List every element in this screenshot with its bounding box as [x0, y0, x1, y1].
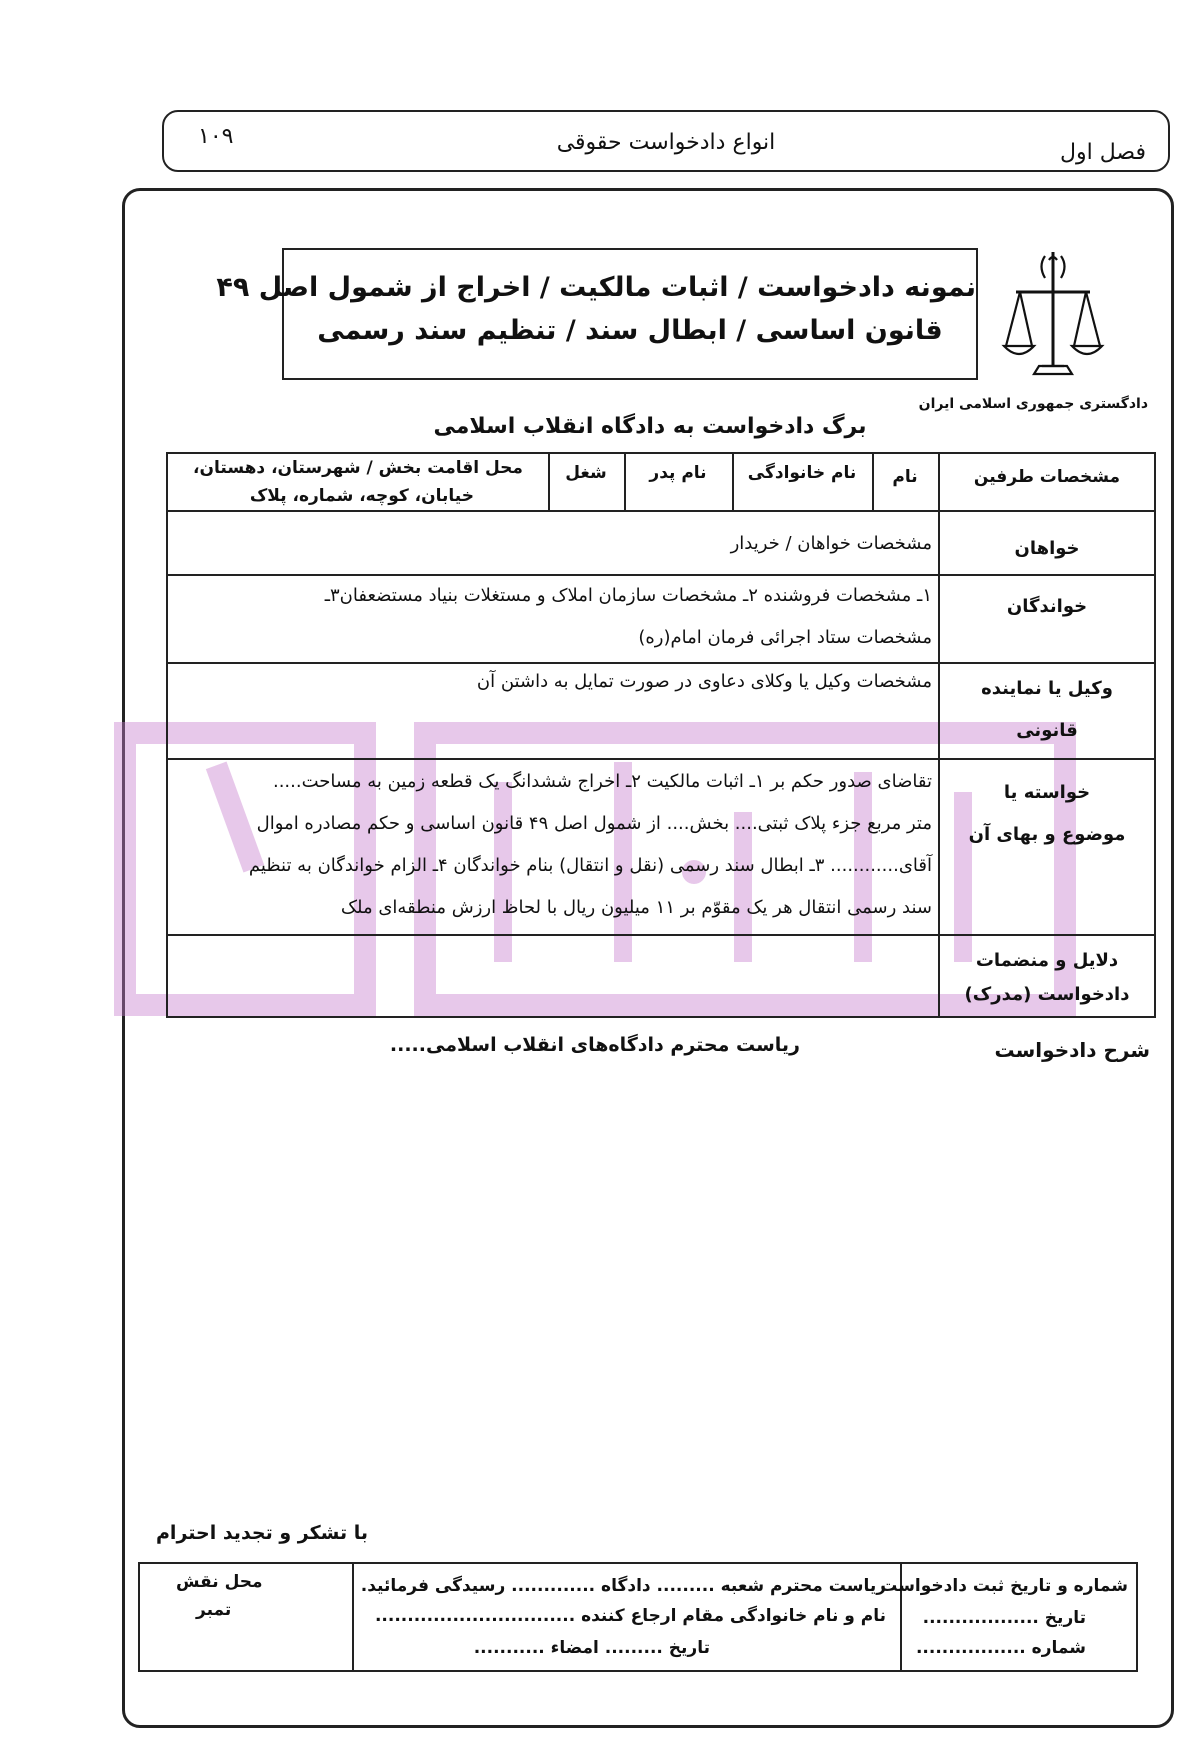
form-heading: برگ دادخواست به دادگاه انقلاب اسلامی — [433, 414, 867, 439]
lawyer-label-line1: وکیل یا نماینده — [981, 678, 1113, 699]
evidence-label-line2: دادخواست (مدرک) — [964, 984, 1130, 1005]
referral-column — [352, 1564, 900, 1670]
registration-title: شماره و تاریخ ثبت دادخواست — [880, 1576, 1128, 1596]
defendants-line2: مشخصات ستاد اجرائی فرمان امام(ره) — [638, 627, 932, 648]
referral-line2: نام و نام خانوادگی مقام ارجاع کننده ............................... — [374, 1606, 886, 1626]
claim-line4: سند رسمی انتقال هر یک مقوّم بر ۱۱ میلیون ریال با لحاظ ارزش منطقه‌ای ملک — [340, 897, 932, 918]
petition-form-table — [166, 452, 1156, 1018]
plaintiff-value: مشخصات خواهان / خریدار — [730, 533, 932, 554]
page-number: ۱۰۹ — [198, 124, 234, 149]
lawyer-value: مشخصات وکیل یا وکلای دعاوی در صورت تمایل به داشتن آن — [476, 671, 932, 692]
registration-number: شماره ................. — [915, 1638, 1086, 1658]
page-header — [162, 110, 1170, 172]
lawyer-label-line2: قانونی — [1016, 720, 1078, 741]
registration-date: تاریخ .................. — [922, 1608, 1086, 1628]
section-title: انواع دادخواست حقوقی — [556, 130, 776, 155]
referral-line3: تاریخ ......... امضاء ........... — [473, 1638, 710, 1658]
col-address — [170, 454, 546, 510]
evidence-label-line1: دلایل و منضمات — [975, 950, 1119, 971]
form-title-line1: نمونه دادخواست / اثبات مالکیت / اخراج از شمول اصل ۴۹ — [216, 272, 976, 303]
form-title-line2: قانون اساسی / ابطال سند / تنظیم سند رسمی — [317, 315, 943, 346]
claim-line3: آقای............ ۳ـ ابطال سند رسمی (نقل و انتقال) بنام خواندگان ۴ـ الزام خواندگان به تنظیم — [248, 855, 932, 876]
claim-label-line1: خواسته یا — [1003, 782, 1091, 803]
scales-of-justice-emblem-icon — [998, 248, 1108, 396]
form-title-box — [216, 248, 978, 380]
emblem-caption: دادگستری جمهوری اسلامی ایران — [918, 396, 1148, 412]
statement-text: ریاست محترم دادگاه‌های انقلاب اسلامی..... — [389, 1034, 800, 1056]
defendants-label: خواندگان — [1006, 596, 1088, 617]
col-name: نام — [892, 467, 918, 487]
stamp-line1: محل نقش — [176, 1572, 263, 1592]
parties-label: مشخصات طرفین — [973, 467, 1121, 487]
registration-column — [880, 1564, 1136, 1670]
claim-label-line2: موضوع و بهای آن — [968, 824, 1126, 845]
referral-line1: ریاست محترم شعبه ......... دادگاه ............. رسیدگی فرمائید. — [360, 1576, 886, 1596]
registration-footer — [138, 1562, 1138, 1672]
stamp-line2: تمبر — [196, 1600, 232, 1620]
col-family-name: نام خانوادگی — [747, 463, 857, 483]
col-father-name: نام پدر — [649, 463, 707, 483]
stamp-column — [140, 1564, 354, 1670]
claim-line2: متر مربع جزء پلاک ثبتی.... بخش.... از شمول اصل ۴۹ قانون اساسی و حکم مصادره اموال — [256, 813, 932, 834]
chapter-label: فصل اول — [1060, 140, 1146, 165]
plaintiff-label: خواهان — [1014, 538, 1080, 559]
statement-label: شرح دادخواست — [994, 1038, 1150, 1062]
col-address-line2: خیابان، کوچه، شماره، پلاک — [249, 486, 474, 506]
defendants-line1: ۱ـ مشخصات فروشنده ۲ـ مشخصات سازمان املاک و مستغلات بنیاد مستضعفان۳ـ — [324, 585, 932, 606]
col-address-line1: محل اقامت بخش / شهرستان، دهستان، — [193, 458, 523, 478]
closing-text: با تشکر و تجدید احترام — [156, 1522, 369, 1544]
col-occupation: شغل — [565, 463, 607, 483]
claim-line1: تقاضای صدور حکم بر ۱ـ اثبات مالکیت ۲ـ اخراج ششدانگ یک قطعه زمین به مساحت..... — [272, 771, 932, 792]
